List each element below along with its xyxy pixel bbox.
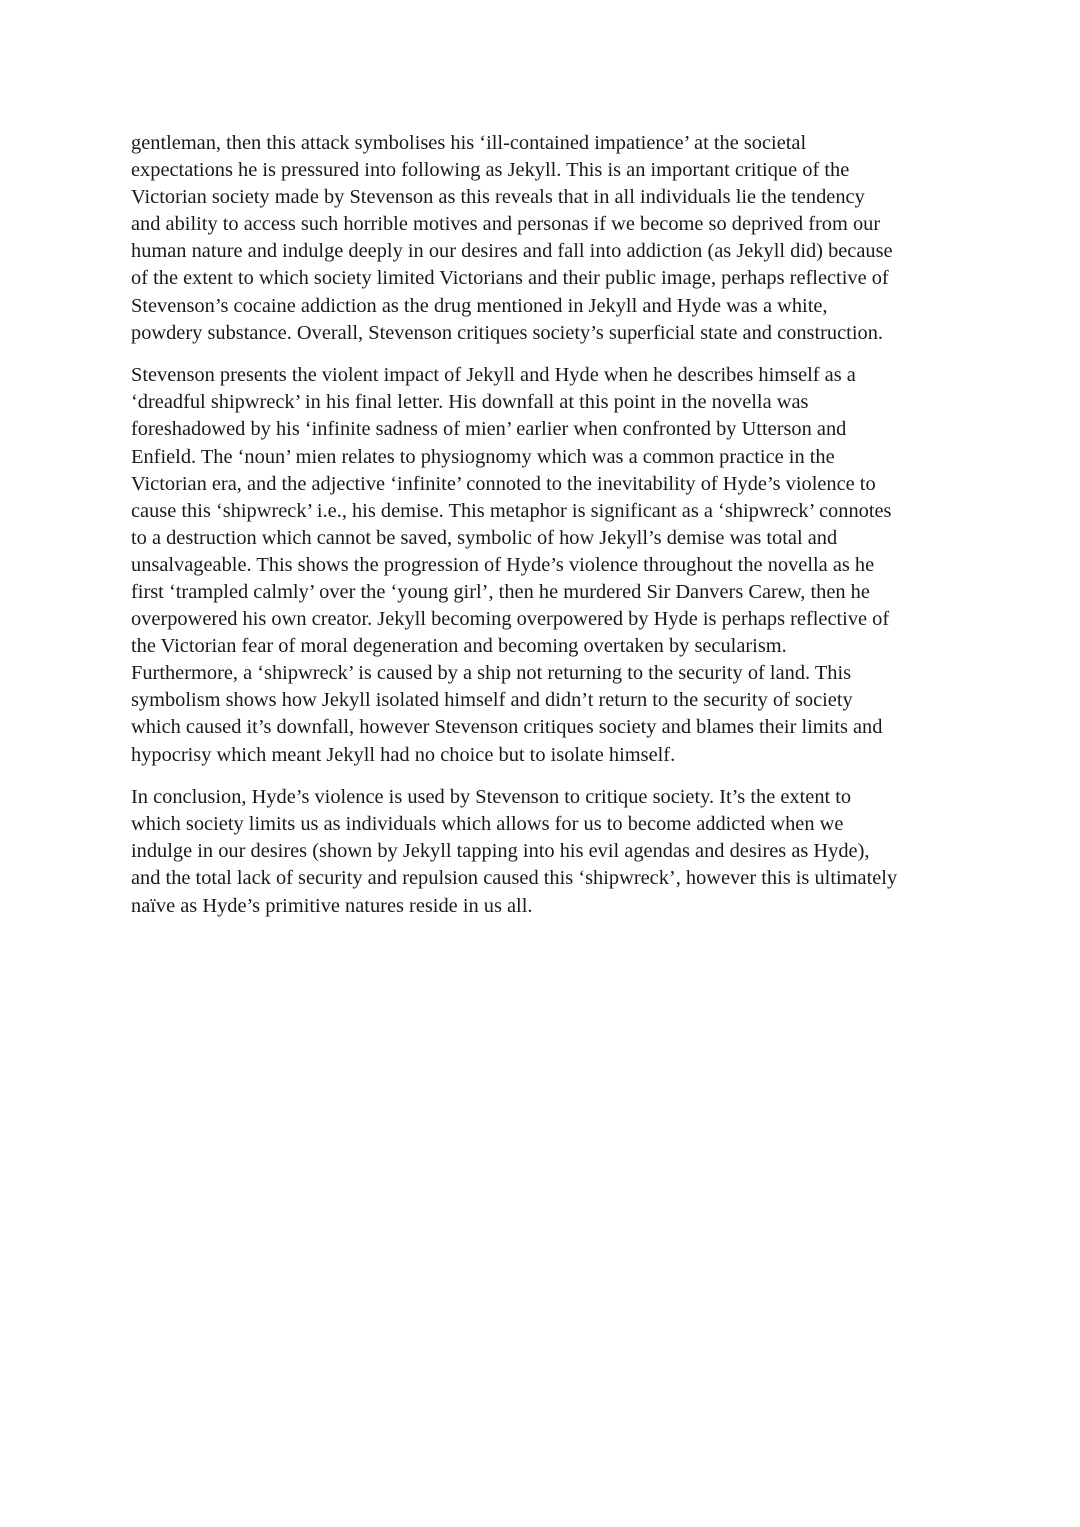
paragraph-line: and the total lack of security and repulsion caused this ‘shipwreck’, however this is ultimately bbox=[131, 867, 898, 890]
paragraph-line: to a destruction which cannot be saved, symbolic of how Jekyll’s demise was total and bbox=[131, 526, 838, 549]
document-body bbox=[131, 130, 961, 935]
paragraph-line: Victorian society made by Stevenson as this reveals that in all individuals lie the tendency bbox=[131, 186, 865, 209]
paragraph-line: the Victorian fear of moral degeneration and becoming overtaken by secularism. bbox=[131, 635, 787, 658]
paragraph-line: hypocrisy which meant Jekyll had no choice but to isolate himself. bbox=[131, 743, 676, 766]
paragraph-line: gentleman, then this attack symbolises his ‘ill-contained impatience’ at the societal bbox=[131, 132, 807, 154]
paragraph-line: Stevenson’s cocaine addiction as the drug mentioned in Jekyll and Hyde was a white, bbox=[131, 294, 828, 317]
paragraph-line: unsalvageable. This shows the progression of Hyde’s violence throughout the novella as he bbox=[131, 553, 875, 576]
paragraph-line: human nature and indulge deeply in our desires and fall into addiction (as Jekyll did) because bbox=[131, 240, 893, 263]
paragraph-line: overpowered his own creator. Jekyll becoming overpowered by Hyde is perhaps reflective of bbox=[131, 608, 890, 631]
paragraph-line: expectations he is pressured into following as Jekyll. This is an important critique of the bbox=[131, 159, 850, 182]
paragraph-line: In conclusion, Hyde’s violence is used by Stevenson to critique society. It’s the extent to bbox=[131, 786, 852, 809]
paragraph-line: cause this ‘shipwreck’ i.e., his demise. This metaphor is significant as a ‘shipwreck’ connotes bbox=[131, 499, 892, 522]
paragraph-line: Enfield. The ‘noun’ mien relates to physiognomy which was a common practice in the bbox=[131, 445, 835, 468]
paragraph-line: powdery substance. Overall, Stevenson critiques society’s superficial state and construction. bbox=[131, 321, 883, 344]
paragraph-3 bbox=[131, 784, 961, 919]
paragraph-line: which society limits us as individuals which allows for us to become addicted when we bbox=[131, 813, 844, 836]
paragraph-line: Victorian era, and the adjective ‘infinite’ connoted to the inevitability of Hyde’s violence to bbox=[131, 472, 876, 495]
paragraph-line: Stevenson presents the violent impact of Jekyll and Hyde when he describes himself as a bbox=[131, 364, 856, 387]
paragraph-line: and ability to access such horrible motives and personas if we become so deprived from our bbox=[131, 213, 881, 236]
paragraph-1 bbox=[131, 130, 961, 347]
paragraph-line: of the extent to which society limited Victorians and their public image, perhaps reflective of bbox=[131, 267, 889, 290]
paragraph-line: foreshadowed by his ‘infinite sadness of mien’ earlier when confronted by Utterson and bbox=[131, 418, 847, 441]
paragraph-2 bbox=[131, 362, 961, 768]
paragraph-line: Furthermore, a ‘shipwreck’ is caused by a ship not returning to the security of land. This bbox=[131, 662, 852, 685]
paragraph-line: first ‘trampled calmly’ over the ‘young girl’, then he murdered Sir Danvers Carew, then he bbox=[131, 581, 870, 603]
paragraph-line: naïve as Hyde’s primitive natures reside in us all. bbox=[131, 894, 533, 917]
paragraph-line: indulge in our desires (shown by Jekyll tapping into his evil agendas and desires as Hyde), bbox=[131, 840, 870, 863]
paragraph-line: symbolism shows how Jekyll isolated himself and didn’t return to the security of society bbox=[131, 689, 853, 712]
paragraph-line: which caused it’s downfall, however Stevenson critiques society and blames their limits and bbox=[131, 716, 883, 739]
paragraph-line: ‘dreadful shipwreck’ in his final letter. His downfall at this point in the novella was bbox=[131, 391, 809, 414]
